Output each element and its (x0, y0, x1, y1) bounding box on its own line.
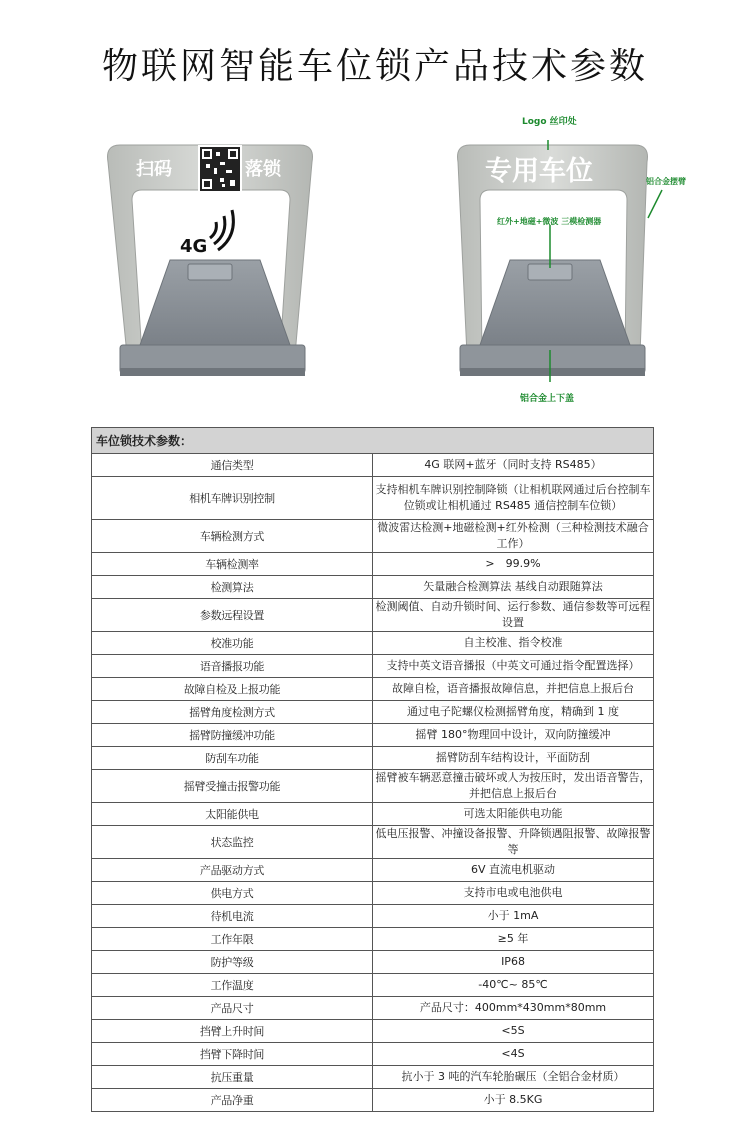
spec-value: 故障自检，语音播报故障信息，并把信息上报后台 (373, 678, 654, 701)
spec-value: 可选太阳能供电功能 (373, 803, 654, 826)
spec-label: 挡臂下降时间 (92, 1043, 373, 1066)
spec-label: 参数远程设置 (92, 599, 373, 632)
spec-value: 通过电子陀螺仪检测摇臂角度，精确到 1 度 (373, 701, 654, 724)
callout-arm: 铝合金摆臂 (646, 177, 686, 186)
spec-value: 4G 联网+蓝牙（同时支持 RS485） (373, 454, 654, 477)
table-row (92, 1089, 654, 1112)
table-row (92, 747, 654, 770)
panel-text: 专用车位 (485, 156, 593, 187)
table-row (92, 477, 654, 520)
spec-value: 自主校准、指令校准 (373, 632, 654, 655)
table-row (92, 997, 654, 1020)
spec-label: 太阳能供电 (92, 803, 373, 826)
spec-label: 校准功能 (92, 632, 373, 655)
spec-value: IP68 (373, 951, 654, 974)
table-row (92, 576, 654, 599)
spec-label: 待机电流 (92, 905, 373, 928)
spec-value: 小于 8.5KG (373, 1089, 654, 1112)
wifi-signal-icon (210, 210, 233, 250)
spec-label: 产品驱动方式 (92, 859, 373, 882)
page-title: 物联网智能车位锁产品技术参数 (101, 46, 648, 87)
spec-label: 相机车牌识别控制 (92, 477, 373, 520)
table-row (92, 859, 654, 882)
table-row (92, 928, 654, 951)
spec-value: ≥5 年 (373, 928, 654, 951)
spec-value: -40℃~ 85℃ (373, 974, 654, 997)
spec-label: 语音播报功能 (92, 655, 373, 678)
spec-label: 工作温度 (92, 974, 373, 997)
table-row (92, 1020, 654, 1043)
spec-value: 抗小于 3 吨的汽车轮胎碾压（全铝合金材质） (373, 1066, 654, 1089)
spec-value: > 99.9% (373, 553, 654, 576)
callout-logo: Logo 丝印处 (522, 117, 577, 127)
table-row (92, 454, 654, 477)
spec-value: 矢量融合检测算法 基线自动跟随算法 (373, 576, 654, 599)
spec-label: 故障自检及上报功能 (92, 678, 373, 701)
table-row (92, 770, 654, 803)
spec-label: 工作年限 (92, 928, 373, 951)
spec-value: 检测阈值、自动升锁时间、运行参数、通信参数等可远程设置 (373, 599, 654, 632)
table-row (92, 678, 654, 701)
spec-value: 微波雷达检测+地磁检测+红外检测（三种检测技术融合工作） (373, 520, 654, 553)
product-images (0, 100, 750, 420)
spec-value: 支持中英文语音播报（中英文可通过指令配置选择） (373, 655, 654, 678)
callout-sensor: 红外+地磁+微波 三模检测器 (497, 217, 602, 226)
spec-label: 产品净重 (92, 1089, 373, 1112)
spec-label: 产品尺寸 (92, 997, 373, 1020)
spec-label: 车辆检测率 (92, 553, 373, 576)
table-row (92, 974, 654, 997)
parking-lock-dedicated-image (430, 140, 670, 390)
table-row (92, 882, 654, 905)
network-badge: 4G (180, 236, 208, 257)
spec-label: 状态监控 (92, 826, 373, 859)
spec-value: 产品尺寸：400mm*430mm*80mm (373, 997, 654, 1020)
table-row (92, 632, 654, 655)
spec-label: 摇臂受撞击报警功能 (92, 770, 373, 803)
spec-label: 挡臂上升时间 (92, 1020, 373, 1043)
table-row (92, 803, 654, 826)
table-row (92, 520, 654, 553)
spec-value: <5S (373, 1020, 654, 1043)
spec-value: 支持市电或电池供电 (373, 882, 654, 905)
spec-value: 支持相机车牌识别控制降锁（让相机联网通过后台控制车位锁或让相机通过 RS485 通信控制车位锁） (373, 477, 654, 520)
spec-label: 通信类型 (92, 454, 373, 477)
spec-table-header: 车位锁技术参数： (92, 428, 654, 454)
table-row (92, 655, 654, 678)
spec-value: 小于 1mA (373, 905, 654, 928)
parking-lock-4g-image (90, 140, 330, 390)
spec-value: 6V 直流电机驱动 (373, 859, 654, 882)
table-row (92, 1043, 654, 1066)
spec-value: 低电压报警、冲撞设备报警、升降锁遇阻报警、故障报警等 (373, 826, 654, 859)
table-row (92, 826, 654, 859)
spec-label: 车辆检测方式 (92, 520, 373, 553)
table-row (92, 951, 654, 974)
spec-value: 摇臂 180°物理回中设计，双向防撞缓冲 (373, 724, 654, 747)
scan-label: 扫码 (136, 159, 172, 180)
spec-value: 摇臂被车辆恶意撞击破坏或人为按压时，发出语音警告，并把信息上报后台 (373, 770, 654, 803)
spec-label: 防护等级 (92, 951, 373, 974)
spec-value: <4S (373, 1043, 654, 1066)
table-row (92, 701, 654, 724)
spec-value: 摇臂防刮车结构设计，平面防刮 (373, 747, 654, 770)
callout-cover: 铝合金上下盖 (520, 394, 575, 404)
table-row (92, 553, 654, 576)
table-row (92, 1066, 654, 1089)
spec-label: 摇臂角度检测方式 (92, 701, 373, 724)
spec-label: 检测算法 (92, 576, 373, 599)
table-row (92, 724, 654, 747)
table-row (92, 905, 654, 928)
lock-label: 落锁 (245, 159, 281, 180)
table-row (92, 599, 654, 632)
spec-label: 供电方式 (92, 882, 373, 905)
spec-label: 防刮车功能 (92, 747, 373, 770)
spec-table (91, 427, 654, 1112)
spec-label: 摇臂防撞缓冲功能 (92, 724, 373, 747)
spec-label: 抗压重量 (92, 1066, 373, 1089)
